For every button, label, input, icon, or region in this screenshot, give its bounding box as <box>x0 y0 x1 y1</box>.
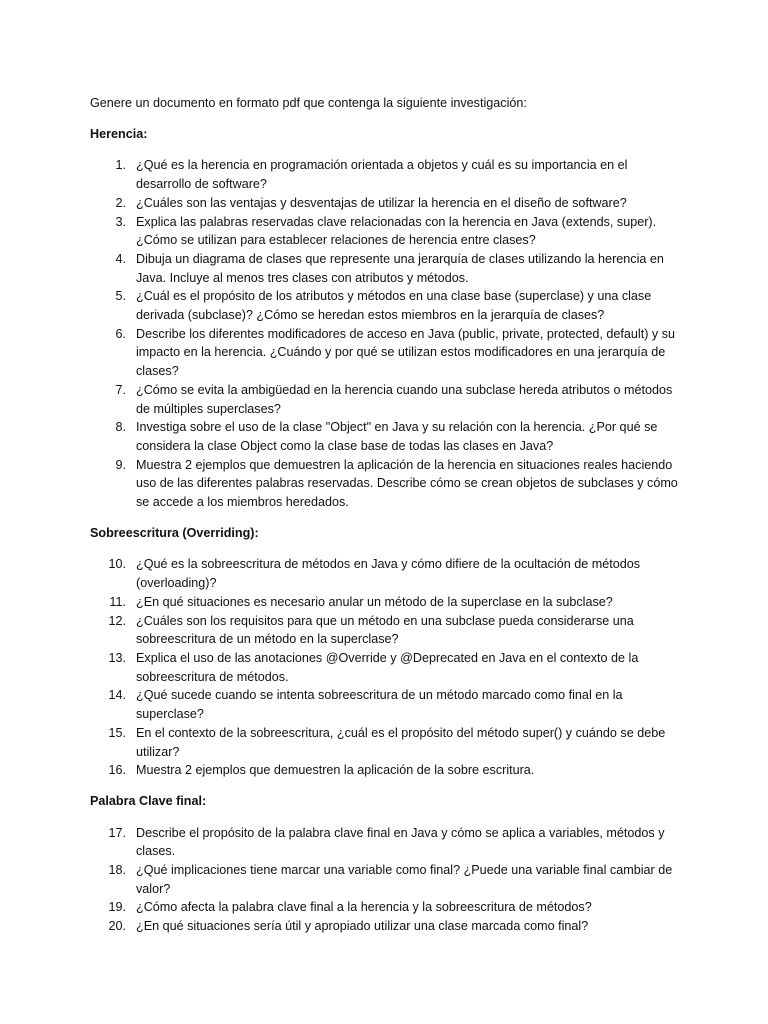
list-item <box>90 761 682 780</box>
section-heading: Palabra Clave final: <box>90 793 207 808</box>
list-item <box>90 593 682 612</box>
item-text: En el contexto de la sobreescritura, ¿cuál es el propósito del método super() y cuándo se debe utilizar? <box>136 725 666 759</box>
section-heading: Herencia: <box>90 126 148 141</box>
item-text: Dibuja un diagrama de clases que represente una jerarquía de clases utilizando la herencia en Java. Incluye al menos tres clases con atributos y métodos. <box>136 251 664 285</box>
item-number: 10. <box>108 557 126 572</box>
list-item <box>90 250 682 287</box>
list-item <box>90 686 682 723</box>
question-list <box>90 555 682 779</box>
item-number: 15. <box>108 725 126 740</box>
item-number: 2. <box>115 195 126 210</box>
item-text: ¿En qué situaciones sería útil y apropiado utilizar una clase marcada como final? <box>136 919 589 934</box>
item-number: 17. <box>108 825 126 840</box>
list-item <box>90 287 682 324</box>
item-text: Investiga sobre el uso de la clase "Object" en Java y su relación con la herencia. ¿Por qué se considera la clase Object como la clase base de todas las clases en Java? <box>136 420 658 453</box>
list-item <box>90 194 682 213</box>
section-herencia <box>90 125 768 512</box>
item-text: ¿Qué es la sobreescritura de métodos en Java y cómo difiere de la ocultación de métodos (overloading)? <box>136 557 641 591</box>
item-text: ¿Qué implicaciones tiene marcar una variable como final? ¿Puede una variable final cambiar de valor? <box>136 863 673 896</box>
item-text: ¿En qué situaciones es necesario anular un método de la superclase en la subclase? <box>136 594 613 609</box>
list-item <box>90 325 682 381</box>
item-number: 11. <box>109 594 126 609</box>
item-number: 5. <box>115 289 126 304</box>
list-item <box>90 156 682 193</box>
list-item <box>90 418 682 455</box>
list-item <box>90 861 682 898</box>
item-text: ¿Cuál es el propósito de los atributos y métodos en una clase base (superclase) y una clase derivada (subclase)? ¿Cómo se heredan estos miembros en la jerarquía de clases? <box>136 289 652 323</box>
item-text: Describe el propósito de la palabra clave final en Java y cómo se aplica a variables, métodos y clases. <box>136 825 665 859</box>
section-palabra-clave-final <box>90 792 768 936</box>
item-text: Explica el uso de las anotaciones @Override y @Deprecated en Java en el contexto de la sobreescritura de métodos. <box>136 650 639 684</box>
item-text: ¿Cómo se evita la ambigüedad en la herencia cuando una subclase hereda atributos o métodos de múltiples superclases? <box>136 382 673 416</box>
list-item <box>90 898 682 917</box>
list-item <box>90 456 682 512</box>
item-number: 14. <box>108 688 126 703</box>
question-list <box>90 156 682 511</box>
list-item <box>90 917 682 936</box>
list-item <box>90 612 682 649</box>
section-sobreescritura <box>90 524 768 780</box>
list-item <box>90 555 682 592</box>
list-item <box>90 381 682 418</box>
item-text: ¿Cuáles son los requisitos para que un método en una subclase pueda considerarse una sobreescritura de un método en la superclase? <box>136 613 634 647</box>
list-item <box>90 213 682 250</box>
item-text: Muestra 2 ejemplos que demuestren la aplicación de la sobre escritura. <box>136 763 535 778</box>
question-list <box>90 824 682 936</box>
item-text: Explica las palabras reservadas clave relacionadas con la herencia en Java (extends, super). ¿Cómo se utilizan para establecer relaciones de herencia entre clases? <box>136 214 657 248</box>
item-number: 4. <box>115 251 126 266</box>
item-number: 13. <box>108 650 126 665</box>
list-item <box>90 824 682 861</box>
item-number: 18. <box>108 863 126 878</box>
item-text: Muestra 2 ejemplos que demuestren la aplicación de la herencia en situaciones reales haciendo uso de las diferentes palabras reservadas. Describe cómo se crean objetos de subclases y cómo se accede a los miembros heredados. <box>136 457 678 510</box>
intro-text: Genere un documento en formato pdf que contenga la siguiente investigación: <box>90 96 527 110</box>
item-text: ¿Cuáles son las ventajas y desventajas de utilizar la herencia en el diseño de software? <box>136 195 627 210</box>
item-number: 1. <box>115 158 126 173</box>
item-number: 12. <box>108 613 126 628</box>
list-item <box>90 724 682 761</box>
item-number: 20. <box>108 919 126 934</box>
item-text: ¿Qué sucede cuando se intenta sobreescritura de un método marcado como final en la superclase? <box>136 688 623 722</box>
item-number: 6. <box>115 326 126 341</box>
item-text: ¿Cómo afecta la palabra clave final a la herencia y la sobreescritura de métodos? <box>136 900 592 915</box>
item-number: 16. <box>108 763 126 778</box>
item-text: Describe los diferentes modificadores de acceso en Java (public, private, protected, default) y su impacto en la herencia. ¿Cuándo y por qué se utilizan estos modificadores en una jerarquía de clases? <box>136 326 676 379</box>
item-number: 7. <box>115 382 126 397</box>
item-number: 9. <box>115 457 126 472</box>
list-item <box>90 649 682 686</box>
item-text: ¿Qué es la herencia en programación orientada a objetos y cuál es su importancia en el desarrollo de software? <box>136 158 628 192</box>
item-number: 3. <box>115 214 126 229</box>
section-heading: Sobreescritura (Overriding): <box>90 525 259 540</box>
item-number: 19. <box>108 900 126 915</box>
item-number: 8. <box>115 420 126 435</box>
